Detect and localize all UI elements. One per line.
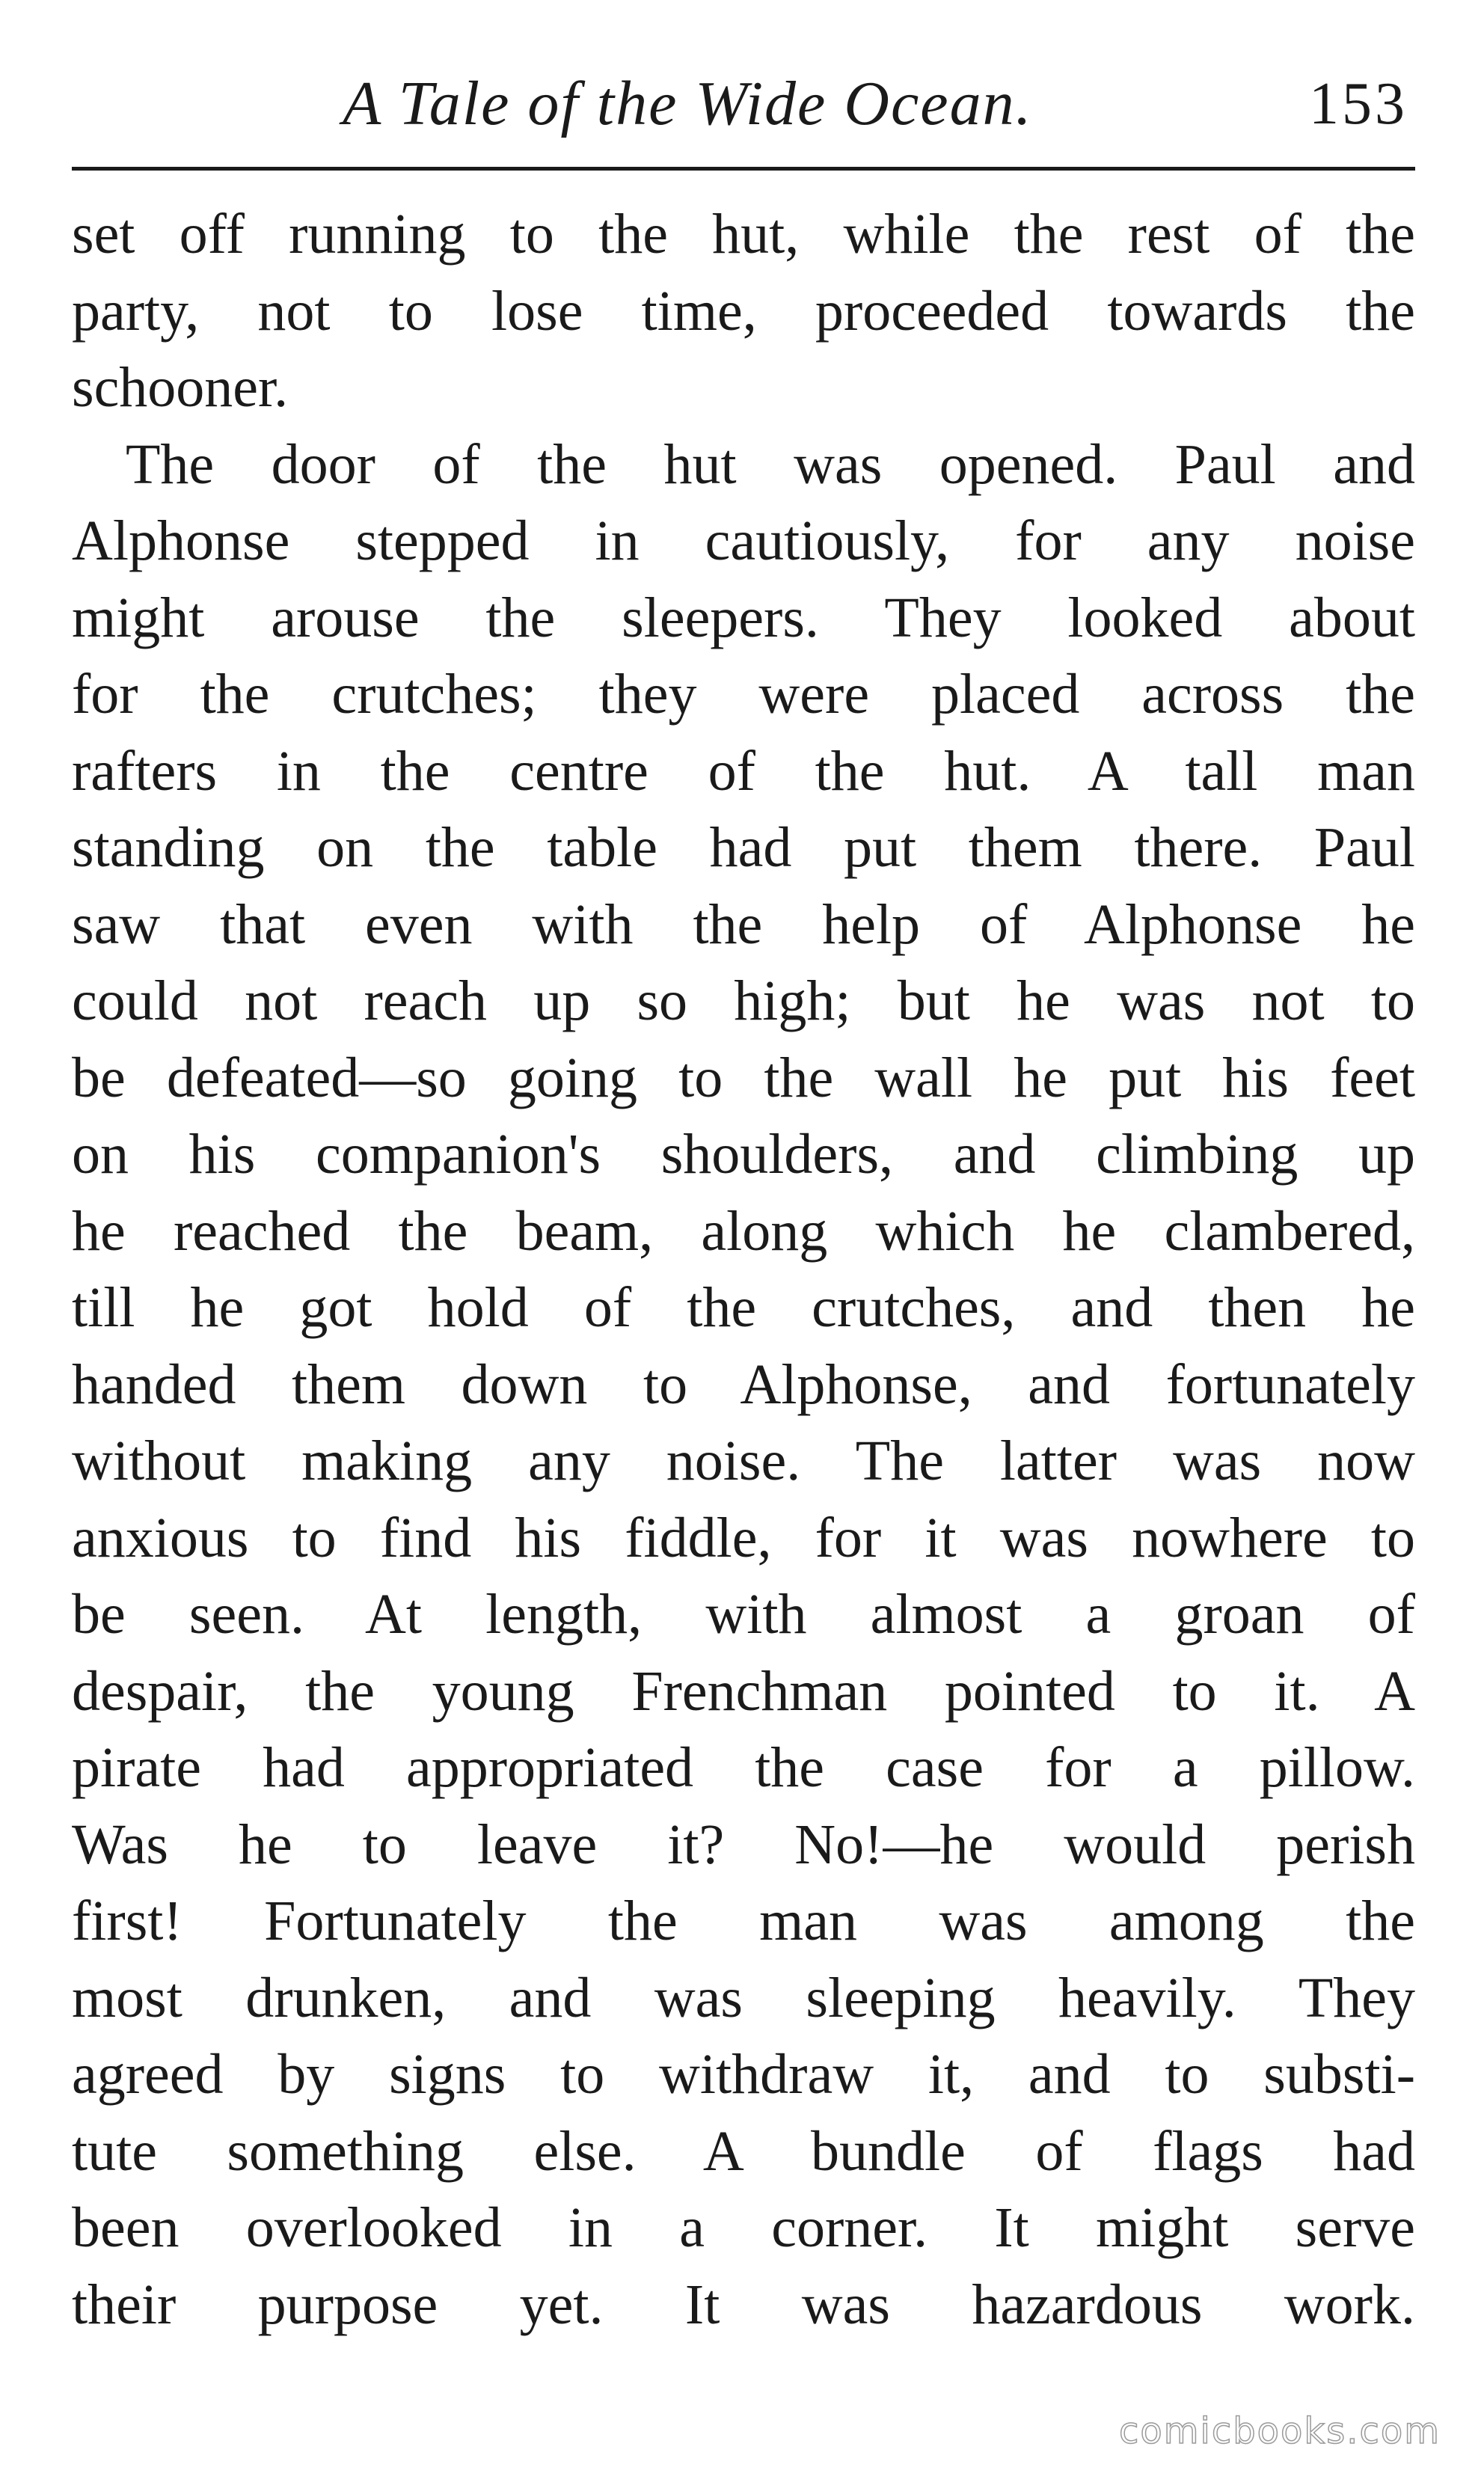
text-line: tute something else. A bundle of flags had <box>72 2119 1415 2183</box>
text-line: anxious to find his fiddle, for it was nowhere to <box>72 1506 1415 1569</box>
text-line: on his companion's shoulders, and climbing up <box>72 1123 1415 1186</box>
page-number: 153 <box>1309 71 1408 137</box>
text-line: their purpose yet. It was hazardous work. <box>72 2273 1415 2336</box>
watermark: comicbooks.com <box>1118 2410 1441 2452</box>
text-line: standing on the table had put them there. Paul <box>72 816 1415 879</box>
text-line: might arouse the sleepers. They looked about <box>72 586 1415 649</box>
text-line: till he got hold of the crutches, and then he <box>72 1276 1415 1339</box>
text-line: agreed by signs to withdraw it, and to substi- <box>72 2043 1415 2106</box>
text-line: first! Fortunately the man was among the <box>72 1890 1415 1952</box>
text-line: for the crutches; they were placed across the <box>72 663 1415 726</box>
text-line: party, not to lose time, proceeded towards the <box>72 279 1415 343</box>
text-line: he reached the beam, along which he clambered, <box>72 1199 1415 1263</box>
text-line: been overlooked in a corner. It might serve <box>72 2196 1415 2259</box>
text-line: set off running to the hut, while the rest of the <box>72 203 1415 266</box>
text-line: rafters in the centre of the hut. A tall man <box>72 739 1415 803</box>
text-line: without making any noise. The latter was now <box>72 1430 1415 1492</box>
text-line: be defeated—so going to the wall he put his feet <box>72 1046 1415 1109</box>
body-text <box>72 196 1415 2343</box>
text-line: Was he to leave it? No!—he would perish <box>72 1813 1415 1876</box>
text-line: despair, the young Frenchman pointed to it. A <box>72 1659 1415 1723</box>
text-line: schooner. <box>72 356 289 419</box>
running-title: A Tale of the Wide Ocean. <box>343 69 1033 138</box>
running-header <box>72 60 1415 150</box>
text-line: most drunken, and was sleeping heavily. They <box>72 1966 1415 2029</box>
paragraph-start-line: The door of the hut was opened. Paul and <box>126 432 1415 496</box>
text-line: pirate had appropriated the case for a pillow. <box>72 1736 1415 1799</box>
text-line: be seen. At length, with almost a groan of <box>72 1583 1415 1646</box>
header-rule <box>72 167 1415 171</box>
text-line: could not reach up so high; but he was not to <box>72 969 1415 1032</box>
text-line: handed them down to Alphonse, and fortunately <box>72 1352 1415 1416</box>
text-line: Alphonse stepped in cautiously, for any noise <box>72 509 1415 572</box>
text-line: saw that even with the help of Alphonse he <box>72 892 1415 956</box>
